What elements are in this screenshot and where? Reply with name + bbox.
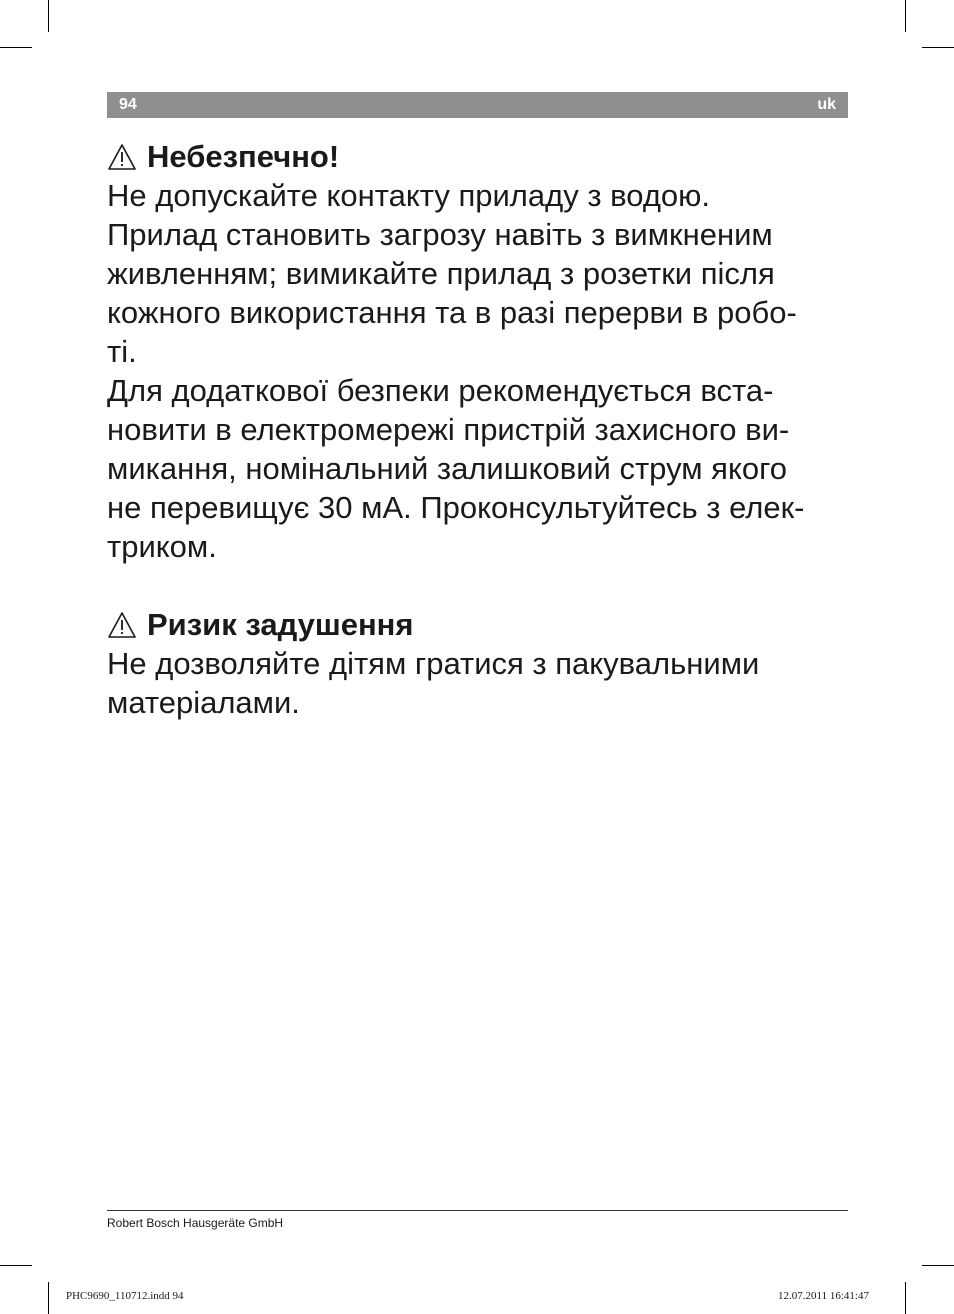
text-line: ті.	[107, 334, 137, 369]
suffocation-heading	[107, 605, 852, 644]
print-slug-datetime: 12.07.2011 16:41:47	[778, 1290, 869, 1302]
crop-mark	[922, 47, 954, 48]
text-line: Не дозволяйте дітям гратися з пакувальними	[107, 646, 760, 681]
text-line: микання, номінальний залишковий струм якого	[107, 451, 787, 486]
crop-mark	[0, 47, 32, 48]
warning-triangle-icon	[107, 143, 137, 171]
danger-title: Небезпечно!	[147, 139, 340, 174]
text-line: живленням; вимикайте прилад з розетки після	[107, 256, 775, 291]
language-code: uk	[817, 96, 836, 113]
text-line: новити в електромережі пристрій захисного ви-	[107, 412, 790, 447]
crop-mark	[0, 1265, 32, 1266]
text-line: триком.	[107, 529, 217, 564]
footer-divider	[107, 1210, 848, 1211]
text-line: не перевищує 30 мА. Проконсультуйтесь з елек-	[107, 490, 805, 525]
danger-heading	[107, 137, 852, 176]
crop-mark	[48, 0, 49, 32]
page-content	[107, 137, 852, 722]
text-line: матеріалами.	[107, 685, 300, 720]
text-line: Для додаткової безпеки рекомендується вста-	[107, 373, 774, 408]
suffocation-title: Ризик задушення	[147, 607, 414, 642]
text-line: Прилад становить загрозу навіть з вимкненим	[107, 217, 773, 252]
text-line: Не допускайте контакту приладу з водою.	[107, 178, 711, 213]
crop-mark	[922, 1265, 954, 1266]
section-gap	[107, 566, 852, 605]
print-slug-file: PHC9690_110712.indd 94	[66, 1290, 184, 1302]
crop-mark	[905, 1282, 906, 1314]
crop-mark	[48, 1282, 49, 1314]
page-header-bar	[107, 92, 848, 118]
text-line: кожного використання та в разі перерви в робо-	[107, 295, 797, 330]
footer-company: Robert Bosch Hausgeräte GmbH	[107, 1216, 284, 1230]
crop-mark	[905, 0, 906, 32]
warning-triangle-icon	[107, 611, 137, 639]
page-number: 94	[119, 96, 137, 113]
